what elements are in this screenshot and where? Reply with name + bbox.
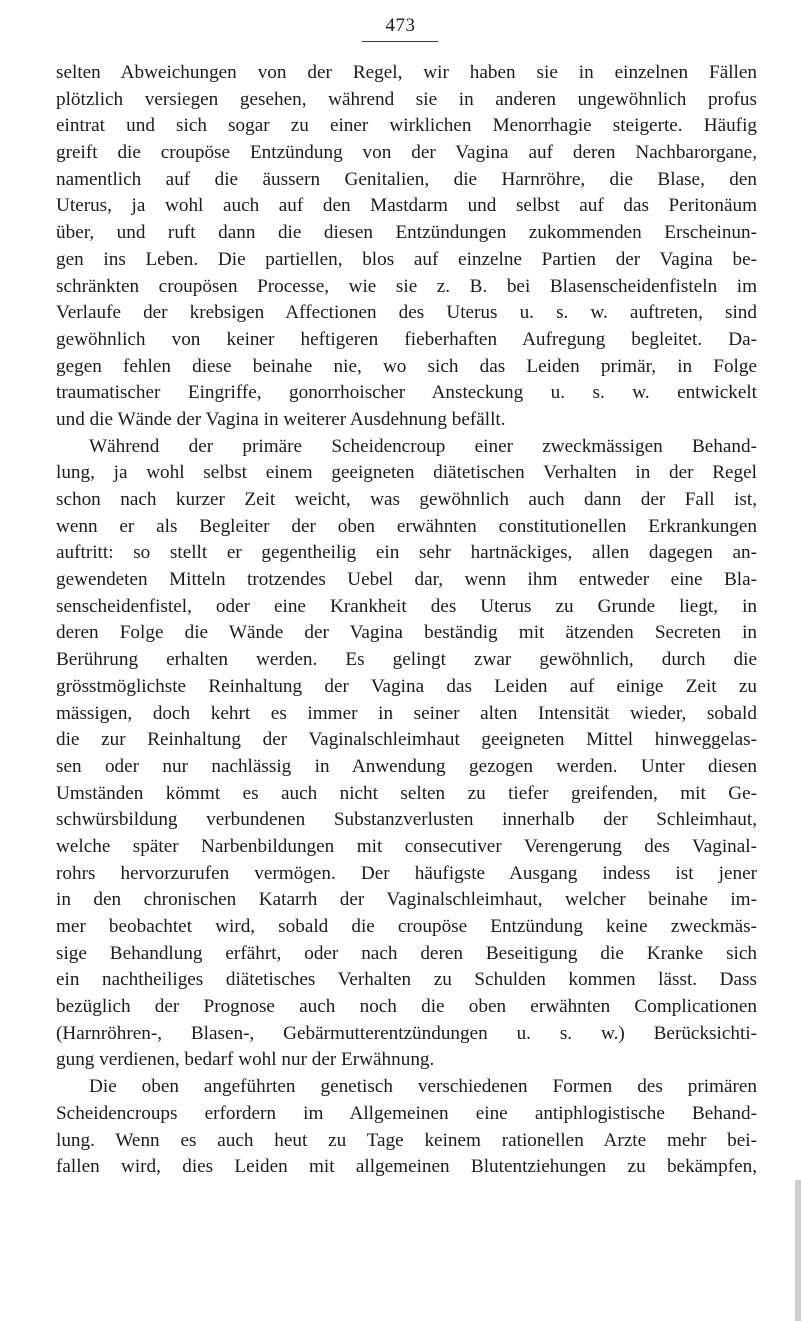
- text-line: in den chronischen Katarrh der Vaginalschleimhaut, welcher beinahe im-: [56, 889, 757, 911]
- text-line: rohrs hervorzurufen vermögen. Der häufigste Ausgang indess ist jener: [56, 862, 757, 884]
- text-line: gewöhnlich von keiner heftigeren fieberhaften Aufregung begleitet. Da-: [56, 328, 757, 350]
- text-line: mässigen, doch kehrt es immer in seiner alten Intensität wieder, sobald: [56, 702, 757, 724]
- text-line: gen ins Leben. Die partiellen, blos auf einzelne Partien der Vagina be-: [56, 248, 757, 270]
- text-line: lung, ja wohl selbst einem geeigneten diätetischen Verhalten in der Regel: [56, 462, 757, 484]
- text-line: schon nach kurzer Zeit weicht, was gewöhnlich auch dann der Fall ist,: [56, 489, 757, 510]
- text-line: schwürsbildung verbundenen Substanzverlusten innerhalb der Schleimhaut,: [56, 809, 757, 831]
- text-line: Umständen kömmt es auch nicht selten zu tiefer greifenden, mit Ge-: [56, 782, 757, 804]
- text-line: fallen wird, dies Leiden mit allgemeinen Blutentziehungen zu bekämpfen,: [56, 1156, 757, 1178]
- text-line: wenn er als Begleiter der oben erwähnten constitutionellen Erkrankungen: [56, 515, 757, 537]
- paragraph-end-line: und die Wände der Vagina in weiterer Ausdehnung befällt.: [56, 408, 506, 430]
- text-line: traumatischer Eingriffe, gonorrhoischer Ansteckung u. s. w. entwickelt: [56, 382, 757, 404]
- text-line: eintrat und sich sogar zu einer wirklichen Menorrhagie steigerte. Häufig: [56, 115, 757, 137]
- text-line: Scheidencroups erfordern im Allgemeinen eine antiphlogistische Behand-: [56, 1102, 757, 1124]
- text-line: greift die croupöse Entzündung von der Vagina auf deren Nachbarorgane,: [56, 142, 757, 164]
- text-line: gewendeten Mitteln trotzendes Uebel dar, wenn ihm entweder eine Bla-: [56, 569, 757, 591]
- text-line: Verlaufe der krebsigen Affectionen des Uterus u. s. w. auftreten, sind: [56, 302, 757, 324]
- text-line: welche später Narbenbildungen mit consecutiver Verengerung des Vaginal-: [56, 835, 757, 857]
- text-line: bezüglich der Prognose auch noch die oben erwähnten Complicationen: [56, 996, 757, 1018]
- header-rule: [362, 41, 438, 42]
- scan-edge-shadow: [795, 1180, 801, 1321]
- text-line: Berührung erhalten werden. Es gelingt zwar gewöhnlich, durch die: [56, 649, 757, 671]
- text-line: gegen fehlen diese beinahe nie, wo sich das Leiden primär, in Folge: [56, 355, 757, 377]
- text-line: sen oder nur nachlässig in Anwendung gezogen werden. Unter diesen: [56, 755, 757, 777]
- text-line: über, und ruft dann die diesen Entzündungen zukommenden Erscheinun-: [56, 222, 757, 244]
- text-line: namentlich auf die äussern Genitalien, die Harnröhre, die Blase, den: [56, 168, 757, 190]
- text-line: grösstmöglichste Reinhaltung der Vagina das Leiden auf einige Zeit zu: [56, 675, 757, 697]
- text-line: schränkten croupösen Processe, wie sie z. B. bei Blasenscheidenfisteln im: [56, 275, 757, 297]
- page-number: 473: [385, 15, 416, 36]
- body-text: [56, 60, 757, 1181]
- text-line: (Harnröhren-, Blasen-, Gebärmutterentzündungen u. s. w.) Berücksichti-: [56, 1022, 757, 1044]
- text-line: sige Behandlung erfährt, oder nach deren Beseitigung die Kranke sich: [56, 942, 757, 964]
- text-line: die zur Reinhaltung der Vaginalschleimhaut geeigneten Mittel hinweggelas-: [56, 729, 757, 751]
- text-line: mer beobachtet wird, sobald die croupöse Entzündung keine zweckmäs-: [56, 916, 757, 937]
- text-line: selten Abweichungen von der Regel, wir haben sie in einzelnen Fällen: [56, 62, 757, 83]
- text-line: deren Folge die Wände der Vagina beständig mit ätzenden Secreten in: [56, 622, 757, 644]
- paragraph-first-line: Während der primäre Scheidencroup einer zweckmässigen Behand-: [89, 435, 757, 457]
- text-line: plötzlich versiegen gesehen, während sie in anderen ungewöhnlich profus: [56, 88, 757, 110]
- paragraph-end-line: gung verdienen, bedarf wohl nur der Erwähnung.: [56, 1049, 435, 1071]
- text-line: ein nachtheiliges diätetisches Verhalten zu Schulden kommen lässt. Dass: [56, 969, 757, 991]
- text-line: senscheidenfistel, oder eine Krankheit des Uterus zu Grunde liegt, in: [56, 595, 757, 617]
- text-line: lung. Wenn es auch heut zu Tage keinem rationellen Arzte mehr bei-: [56, 1129, 757, 1151]
- paragraph-first-line: Die oben angeführten genetisch verschiedenen Formen des primären: [89, 1076, 757, 1098]
- text-line: auftritt: so stellt er gegentheilig ein sehr hartnäckiges, allen dagegen an-: [56, 542, 757, 564]
- text-line: Uterus, ja wohl auch auf den Mastdarm und selbst auf das Peritonäum: [56, 195, 757, 217]
